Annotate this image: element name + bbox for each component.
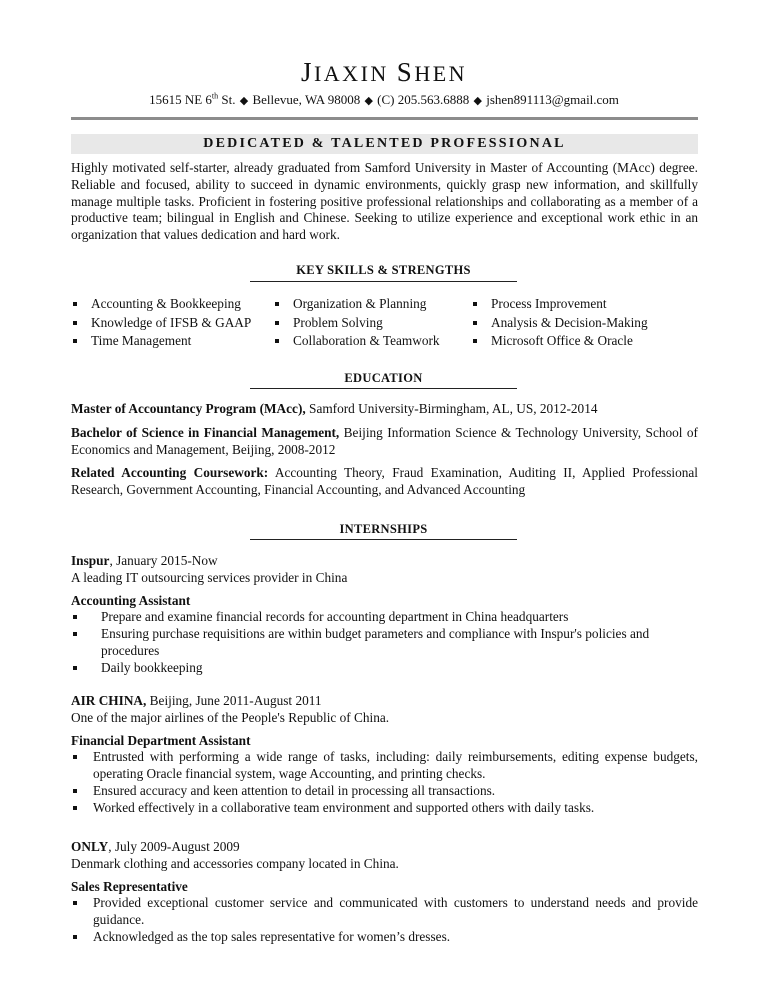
skill-item: Organization & Planning bbox=[275, 296, 440, 315]
bullet-icon bbox=[275, 302, 279, 306]
education-bachelors: Bachelor of Science in Financial Management, Beijing Information Science & Technology University, School of Economics and Management, Beijing, 2008-2012 bbox=[71, 425, 698, 457]
skill-item: Collaboration & Teamwork bbox=[275, 333, 440, 352]
diamond-separator-icon: ◆ bbox=[473, 95, 482, 107]
bullet-icon bbox=[73, 321, 77, 325]
education-coursework: Related Accounting Coursework: Accounting Theory, Fraud Examination, Auditing II, Applied Professional Research, Government Accounting, Financial Accounting, and Advanced Accounting bbox=[71, 465, 698, 497]
internships-divider bbox=[250, 539, 517, 540]
bullet-icon bbox=[73, 935, 77, 939]
bullet-icon bbox=[73, 615, 77, 619]
skill-item: Time Management bbox=[73, 333, 251, 352]
header-divider bbox=[71, 117, 698, 120]
skill-item: Microsoft Office & Oracle bbox=[473, 333, 648, 352]
skill-item: Problem Solving bbox=[275, 315, 440, 334]
job-company-line: Inspur, January 2015-Now bbox=[71, 553, 218, 568]
bullet-icon bbox=[73, 901, 77, 905]
education-masters: Master of Accountancy Program (MAcc), Samford University-Birmingham, AL, US, 2012-2014 bbox=[71, 401, 598, 416]
job-company-line: AIR CHINA, Beijing, June 2011-August 2011 bbox=[71, 693, 322, 708]
job-bullet: Prepare and examine financial records for accounting department in China headquarters bbox=[71, 609, 698, 626]
job-only bbox=[71, 839, 698, 946]
education-divider bbox=[250, 388, 517, 389]
job-description: Denmark clothing and accessories company located in China. bbox=[71, 855, 399, 871]
job-bullet: Worked effectively in a collaborative team environment and supported others with daily tasks. bbox=[71, 800, 698, 817]
skills-column-2 bbox=[275, 296, 440, 352]
phone: (C) 205.563.6888 bbox=[377, 92, 470, 107]
bullet-icon bbox=[73, 632, 77, 636]
job-role: Financial Department Assistant bbox=[71, 732, 251, 748]
headline-banner: DEDICATED & TALENTED PROFESSIONAL bbox=[71, 134, 698, 154]
internships-heading: INTERNSHIPS bbox=[339, 522, 428, 536]
bullet-icon bbox=[275, 321, 279, 325]
bullet-icon bbox=[73, 302, 77, 306]
job-bullet: Entrusted with performing a wide range of tasks, including: daily reimbursements, editing expense budgets, operating Oracle financial system, wage Accounting, and printing checks. bbox=[71, 749, 698, 783]
bullet-icon bbox=[73, 755, 77, 759]
address: 15615 NE 6th St. bbox=[149, 91, 236, 107]
job-bullet: Daily bookkeeping bbox=[71, 660, 698, 677]
bullet-icon bbox=[473, 321, 477, 325]
job-role: Accounting Assistant bbox=[71, 592, 191, 608]
diamond-separator-icon: ◆ bbox=[239, 95, 249, 107]
bullet-icon bbox=[73, 339, 77, 343]
summary-paragraph: Highly motivated self-starter, already graduated from Samford University in Master of Accounting (MAcc) degree. Reliable and focused, ability to succeed in dynamic environments, quickly grasp new information, and skillfully manage multiple tasks. Proficient in fostering positive professional relationships and collaborating as a member of a productive team; bilingual in English and Chinese. Seeking to utilize experience and exceptional work ethic in an organization that values dedication and hard work. bbox=[71, 160, 698, 243]
job-company-line: ONLY, July 2009-August 2009 bbox=[71, 839, 240, 854]
contact-line bbox=[0, 92, 768, 110]
bullet-icon bbox=[73, 806, 77, 810]
job-inspur bbox=[71, 553, 698, 677]
bullet-icon bbox=[473, 302, 477, 306]
email-link[interactable]: jshen891113@gmail.com bbox=[486, 92, 619, 107]
skill-item: Process Improvement bbox=[473, 296, 648, 315]
skill-item: Analysis & Decision-Making bbox=[473, 315, 648, 334]
job-air-china bbox=[71, 693, 698, 817]
skill-item: Knowledge of IFSB & GAAP bbox=[73, 315, 251, 334]
skills-column-1 bbox=[73, 296, 251, 352]
job-bullet: Ensuring purchase requisitions are within budget parameters and compliance with Inspur's policies and procedures bbox=[71, 626, 698, 660]
job-description: One of the major airlines of the People's Republic of China. bbox=[71, 709, 390, 725]
bullet-icon bbox=[275, 339, 279, 343]
bullet-icon bbox=[73, 789, 77, 793]
job-bullet: Acknowledged as the top sales representative for women’s dresses. bbox=[71, 929, 698, 946]
bullet-icon bbox=[73, 666, 77, 670]
job-description: A leading IT outsourcing services provider in China bbox=[71, 569, 348, 585]
job-bullet: Provided exceptional customer service and communicated with customers to understand needs and provide guidance. bbox=[71, 895, 698, 929]
job-bullet: Ensured accuracy and keen attention to detail in processing all transactions. bbox=[71, 783, 698, 800]
skills-column-3 bbox=[473, 296, 648, 352]
education-heading: EDUCATION bbox=[344, 371, 423, 385]
job-role: Sales Representative bbox=[71, 878, 188, 894]
bullet-icon bbox=[473, 339, 477, 343]
candidate-name: JIAXIN SHEN bbox=[300, 57, 468, 87]
skills-heading: KEY SKILLS & STRENGTHS bbox=[296, 263, 471, 277]
diamond-separator-icon: ◆ bbox=[364, 95, 373, 107]
skills-divider bbox=[250, 281, 517, 282]
city: Bellevue, WA 98008 bbox=[252, 92, 361, 107]
skill-item: Accounting & Bookkeeping bbox=[73, 296, 251, 315]
